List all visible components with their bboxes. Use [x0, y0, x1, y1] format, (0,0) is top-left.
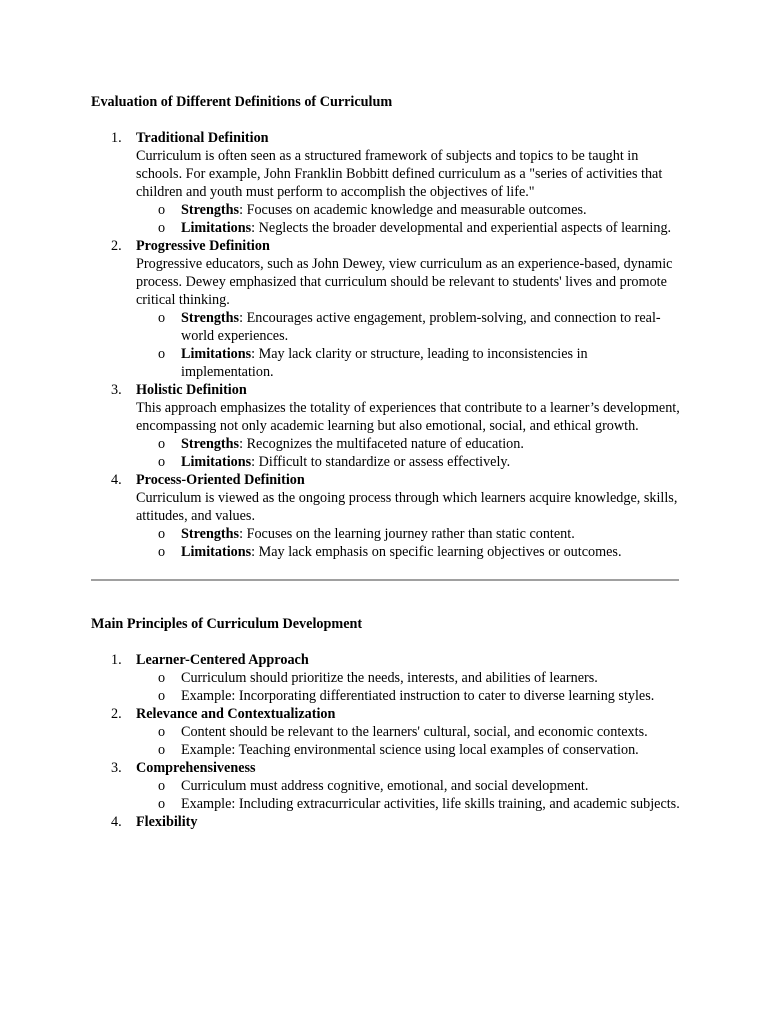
point-label: Strengths: [181, 202, 240, 218]
item-title: Process-Oriented Definition: [136, 472, 305, 488]
principles-list: [91, 651, 681, 831]
bullet-marker: o: [158, 742, 166, 758]
item-number: 1.: [111, 652, 122, 668]
strengths-point: [136, 309, 681, 345]
item-description: This approach emphasizes the totality of experiences that contribute to a learner’s development, encompassing not only academic learning but also emotional, social, and ethical growth.: [136, 400, 680, 434]
definition-item-progressive: [91, 237, 681, 381]
limitations-point: [136, 453, 681, 471]
principle-example: [136, 687, 681, 705]
sub-list: [136, 309, 681, 381]
point-text: Curriculum should prioritize the needs, interests, and abilities of learners.: [181, 670, 598, 686]
point-text: : Encourages active engagement, problem-solving, and connection to real-world experiences.: [181, 310, 661, 344]
bullet-marker: o: [158, 310, 166, 326]
definition-item-process-oriented: [91, 471, 681, 561]
item-number: 2.: [111, 238, 122, 254]
bullet-marker: o: [158, 724, 166, 740]
sub-list: [136, 201, 681, 237]
principle-example: [136, 795, 681, 813]
definition-item-holistic: [91, 381, 681, 471]
point-label: Strengths: [181, 526, 240, 542]
bullet-marker: o: [158, 526, 166, 542]
document-page: [91, 93, 681, 831]
limitations-point: [136, 543, 681, 561]
point-text: : Difficult to standardize or assess effectively.: [251, 454, 511, 470]
point-text: Curriculum must address cognitive, emotional, and social development.: [181, 778, 589, 794]
principle-example: [136, 741, 681, 759]
bullet-marker: o: [158, 346, 166, 362]
item-number: 3.: [111, 760, 122, 776]
item-description: Progressive educators, such as John Dewey, view curriculum as an experience-based, dynamic process. Dewey emphasized that curriculum should be relevant to students' lives and promote critical thinking.: [136, 256, 673, 308]
principle-item-flexibility: [91, 813, 681, 831]
section-divider: [91, 579, 679, 581]
item-title: Flexibility: [136, 814, 198, 830]
sub-list: [136, 723, 681, 759]
limitations-point: [136, 345, 681, 381]
point-text: Example: Including extracurricular activities, life skills training, and academic subjects.: [181, 796, 680, 812]
item-description: Curriculum is often seen as a structured framework of subjects and topics to be taught in schools. For example, John Franklin Bobbitt defined curriculum as a "series of activities that children and youth must perform to accomplish the objectives of life.": [136, 148, 663, 200]
point-text: : Focuses on academic knowledge and measurable outcomes.: [239, 202, 587, 218]
bullet-marker: o: [158, 436, 166, 452]
principle-item-relevance: [91, 705, 681, 759]
point-label: Strengths: [181, 310, 240, 326]
bullet-marker: o: [158, 544, 166, 560]
item-number: 4.: [111, 814, 122, 830]
definition-item-traditional: [91, 129, 681, 237]
bullet-marker: o: [158, 796, 166, 812]
item-title: Comprehensiveness: [136, 760, 256, 776]
sub-list: [136, 435, 681, 471]
principle-item-learner-centered: [91, 651, 681, 705]
point-text: Example: Teaching environmental science using local examples of conservation.: [181, 742, 639, 758]
strengths-point: [136, 525, 681, 543]
sub-list: [136, 777, 681, 813]
section-heading-definitions: Evaluation of Different Definitions of Curriculum: [91, 94, 393, 110]
point-label: Limitations: [181, 220, 252, 236]
item-description: Curriculum is viewed as the ongoing process through which learners acquire knowledge, skills, attitudes, and values.: [136, 490, 678, 524]
principle-point: [136, 669, 681, 687]
point-label: Limitations: [181, 454, 252, 470]
item-number: 1.: [111, 130, 122, 146]
limitations-point: [136, 219, 681, 237]
definitions-list: [91, 129, 681, 561]
item-number: 4.: [111, 472, 122, 488]
point-label: Strengths: [181, 436, 240, 452]
strengths-point: [136, 435, 681, 453]
item-title: Traditional Definition: [136, 130, 269, 146]
point-text: : Neglects the broader developmental and experiential aspects of learning.: [251, 220, 672, 236]
strengths-point: [136, 201, 681, 219]
principle-point: [136, 777, 681, 795]
point-text: : Focuses on the learning journey rather than static content.: [239, 526, 575, 542]
item-number: 2.: [111, 706, 122, 722]
section-heading-principles: Main Principles of Curriculum Development: [91, 616, 363, 632]
bullet-marker: o: [158, 778, 166, 794]
bullet-marker: o: [158, 220, 166, 236]
bullet-marker: o: [158, 454, 166, 470]
point-label: Limitations: [181, 346, 252, 362]
point-text: : May lack emphasis on specific learning objectives or outcomes.: [251, 544, 622, 560]
principle-point: [136, 723, 681, 741]
point-label: Limitations: [181, 544, 252, 560]
item-title: Progressive Definition: [136, 238, 270, 254]
bullet-marker: o: [158, 202, 166, 218]
sub-list: [136, 669, 681, 705]
principle-item-comprehensiveness: [91, 759, 681, 813]
point-text: Content should be relevant to the learners' cultural, social, and economic contexts.: [181, 724, 648, 740]
item-title: Relevance and Contextualization: [136, 706, 336, 722]
sub-list: [136, 525, 681, 561]
bullet-marker: o: [158, 670, 166, 686]
point-text: : Recognizes the multifaceted nature of education.: [239, 436, 524, 452]
point-text: : May lack clarity or structure, leading to inconsistencies in implementation.: [181, 346, 588, 380]
item-number: 3.: [111, 382, 122, 398]
item-title: Learner-Centered Approach: [136, 652, 309, 668]
item-title: Holistic Definition: [136, 382, 247, 398]
bullet-marker: o: [158, 688, 166, 704]
point-text: Example: Incorporating differentiated instruction to cater to diverse learning styles.: [181, 688, 655, 704]
